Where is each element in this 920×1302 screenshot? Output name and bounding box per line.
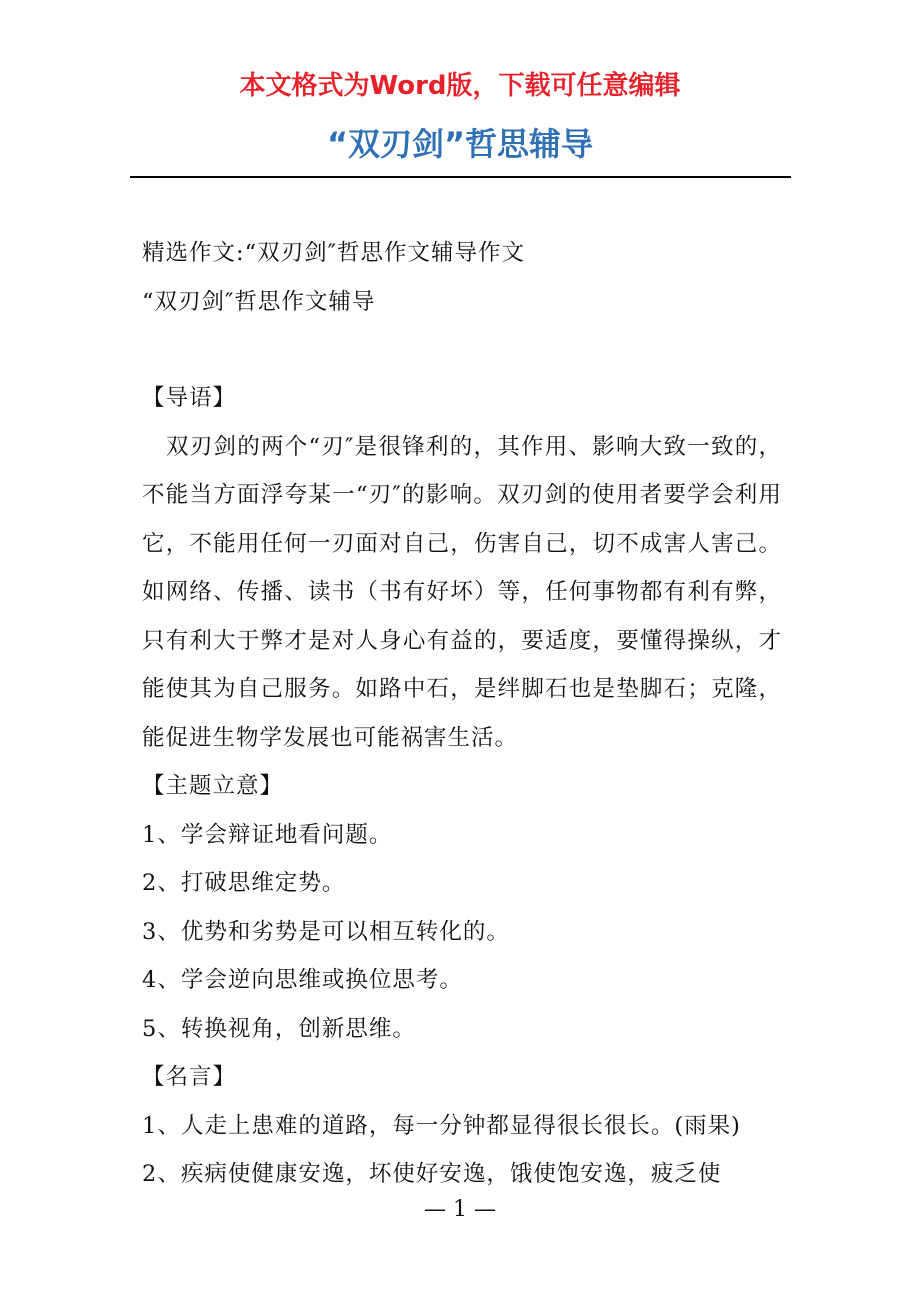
quote-item: 1、人走上患难的道路，每一分钟都显得很长很长。(雨果) bbox=[142, 1112, 741, 1139]
theme-heading: 【主题立意】 bbox=[142, 773, 284, 799]
theme-item: 1、学会辩证地看问题。 bbox=[142, 821, 393, 848]
theme-item: 2、打破思维定势。 bbox=[142, 870, 346, 896]
intro-line-1: 精选作文:“双刃剑″哲思作文辅导作文 bbox=[142, 240, 525, 266]
page-number: — 1 — bbox=[424, 1197, 496, 1222]
theme-item: 3、优势和劣势是可以相互转化的。 bbox=[142, 918, 510, 945]
intro-line-2: “双刃剑″哲思作文辅导 bbox=[142, 288, 376, 315]
document-title: “双刃剑”哲思辅导 bbox=[326, 125, 594, 163]
intro-section bbox=[142, 229, 782, 326]
guide-paragraph: 双刃剑的两个“刃″是很锋利的，其作用、影响大致一致的，不能当方面浮夸某一“刃″的影响。双刃剑的使用者要学会利用它，不能用任何一刃面对自己，伤害自己，切不成害人害己。如网络、传播、读书（书有好坏）等，任何事物都有利有弊，只有利大于弊才是对人身心有益的，要适度，要懂得操纵，才能使其为自己服务。如路中石，是绊脚石也是垫脚石；克隆，能促进生物学发展也可能祸害生活。 bbox=[142, 433, 782, 751]
guide-heading: 【导语】 bbox=[142, 385, 237, 411]
quote-item: 2、疾病使健康安逸，坏使好安逸，饿使饱安逸，疲乏使 bbox=[142, 1161, 722, 1187]
theme-item: 4、学会逆向思维或换位思考。 bbox=[142, 967, 463, 993]
theme-item: 5、转换视角，创新思维。 bbox=[142, 1015, 416, 1042]
main-content bbox=[142, 374, 782, 1199]
format-notice-banner: 本文格式为Word版，下载可任意编辑 bbox=[239, 71, 681, 101]
title-divider bbox=[130, 176, 791, 178]
quotes-heading: 【名言】 bbox=[142, 1064, 237, 1090]
